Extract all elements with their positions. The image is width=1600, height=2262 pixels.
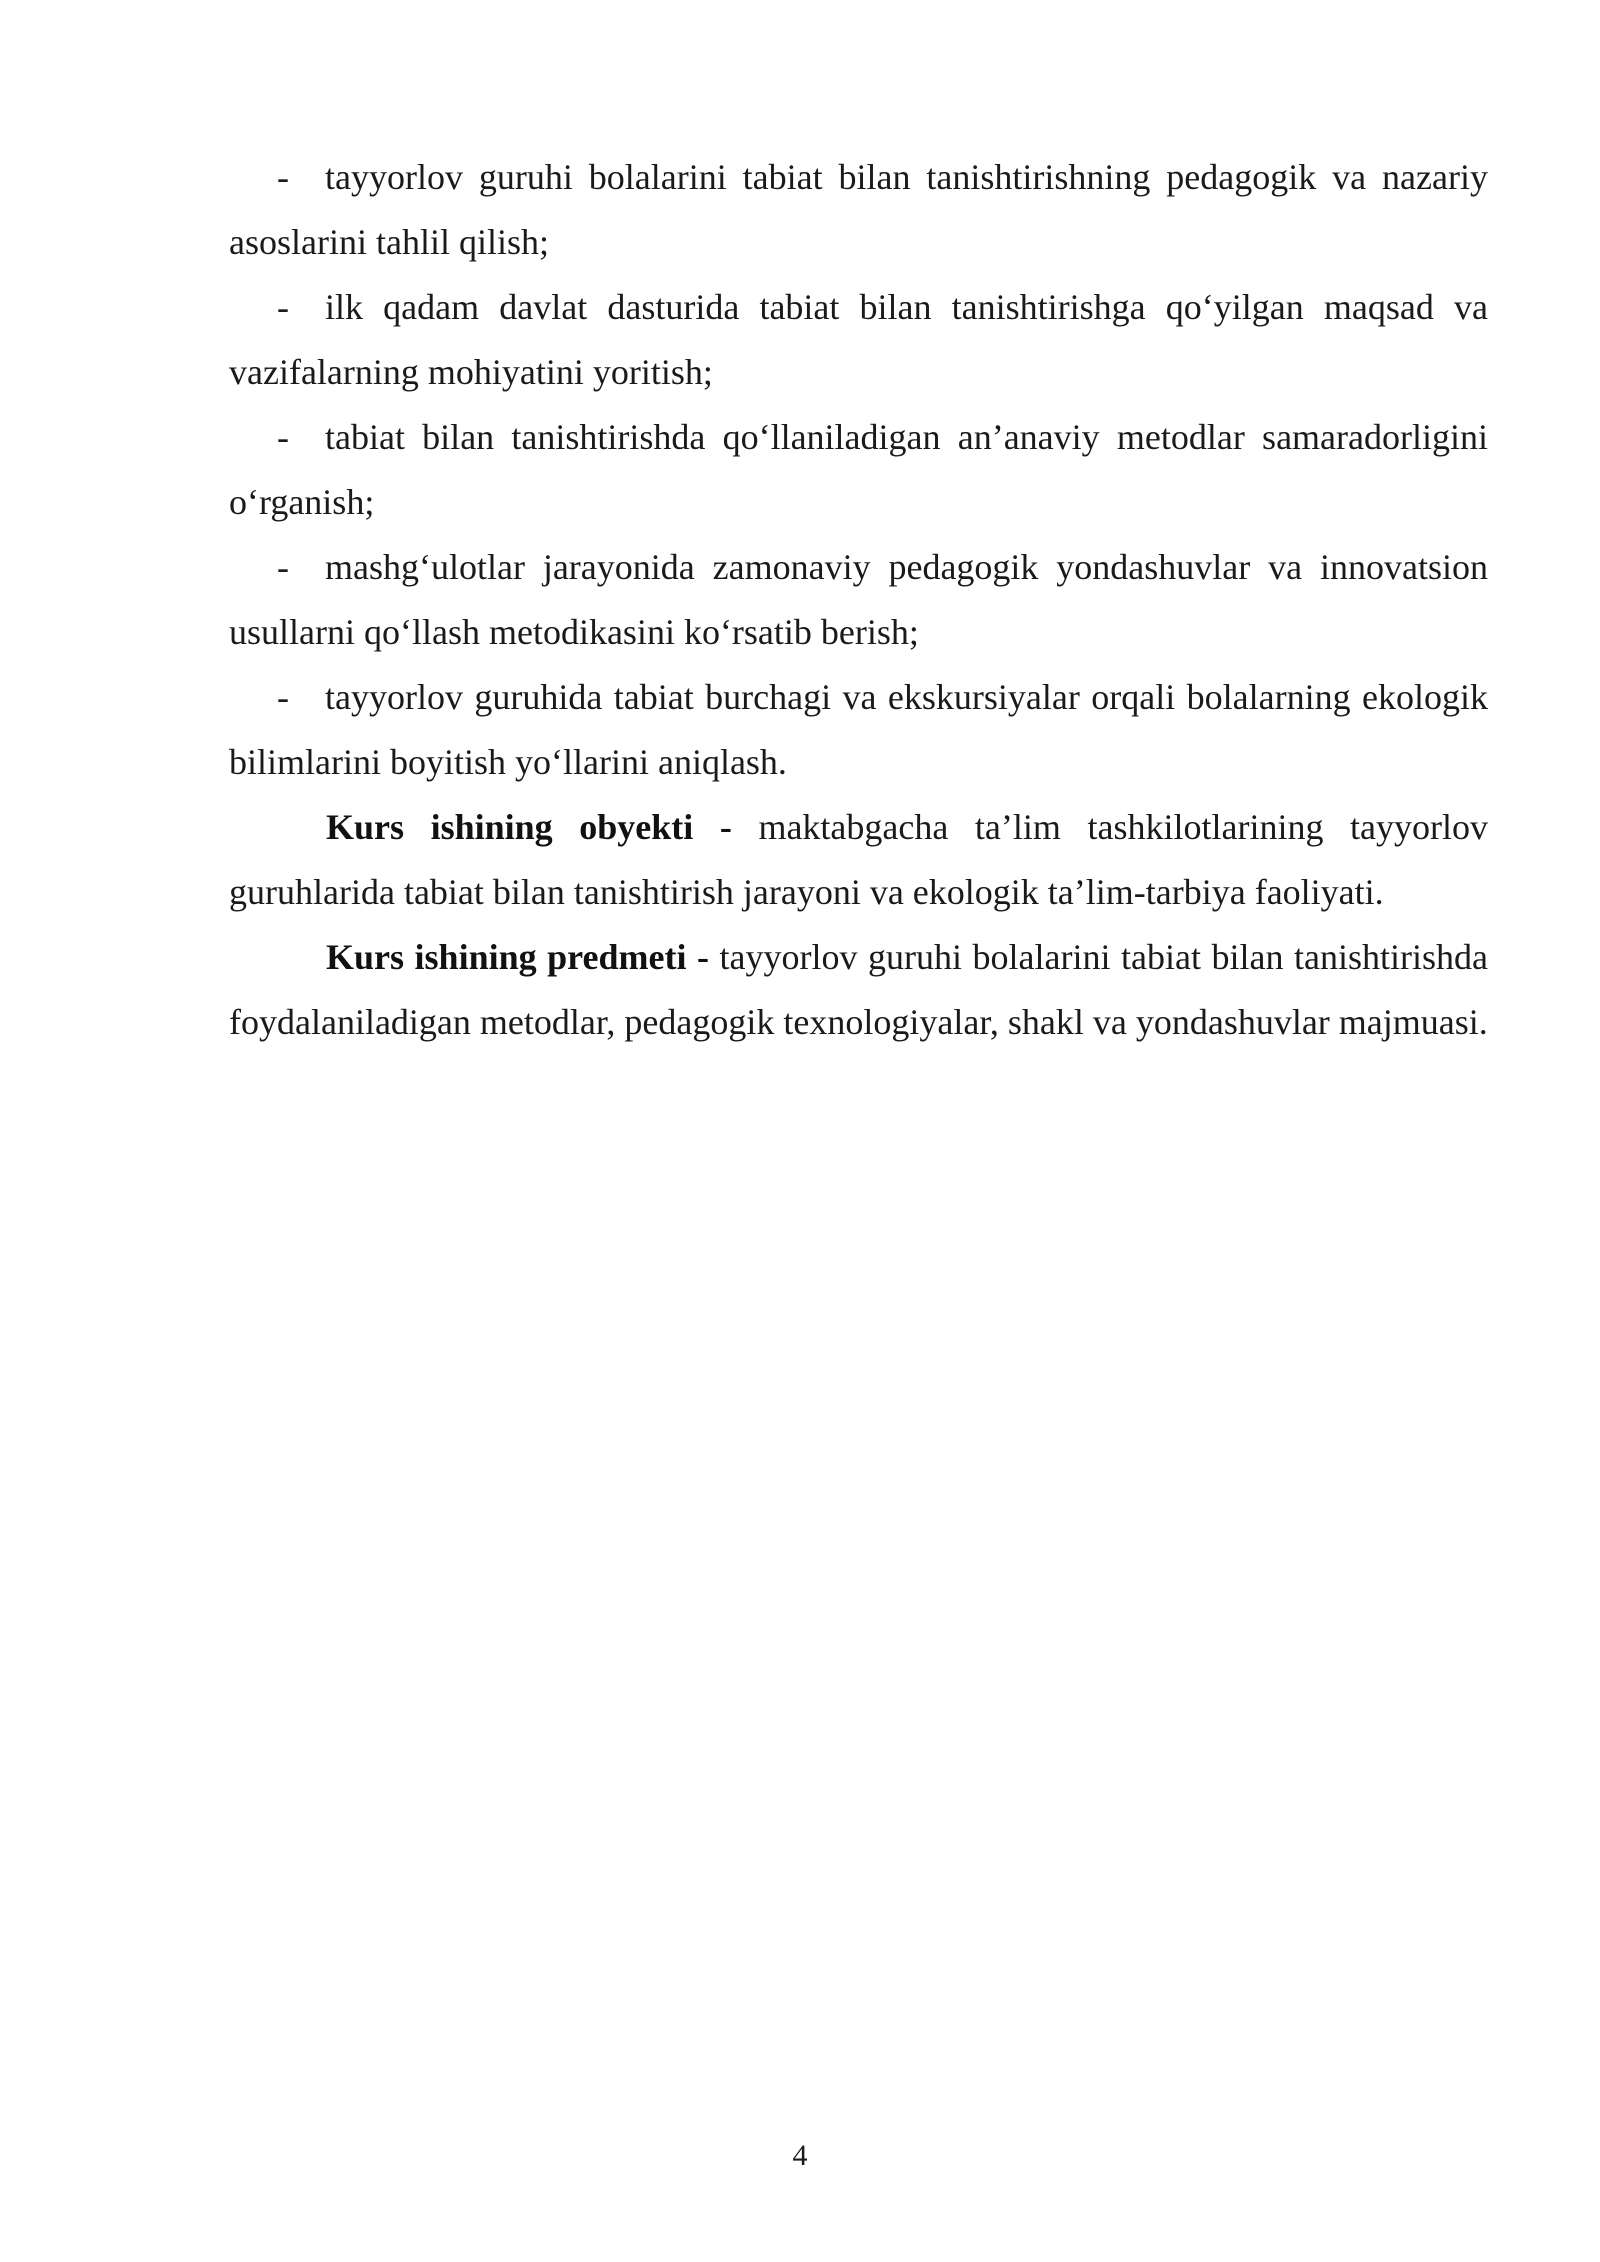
- list-item-2: [229, 275, 1488, 405]
- list-item-4: [229, 535, 1488, 665]
- object-label: Kurs ishining obyekti -: [326, 807, 732, 847]
- list-item-text: tabiat bilan tanishtirishda qo‘llaniladigan an’anaviy metodlar samaradorligini o‘rganish;: [229, 417, 1488, 522]
- list-item-1: [229, 145, 1488, 275]
- list-marker: -: [277, 287, 289, 327]
- list-item-5: [229, 665, 1488, 795]
- list-marker: -: [277, 677, 289, 717]
- list-item-text: mashg‘ulotlar jarayonida zamonaviy pedagogik yondashuvlar va innovatsion usullarni qo‘llash metodikasini ko‘rsatib berish;: [229, 547, 1488, 652]
- list-marker: -: [277, 547, 289, 587]
- subject-paragraph: [229, 925, 1488, 1055]
- object-text: maktabgacha ta’lim tashkilotlarining tayyorlov guruhlarida tabiat bilan tanishtirish jarayoni va ekologik ta’lim-tarbiya faoliyati.: [229, 807, 1489, 912]
- list-item-3: [229, 405, 1488, 535]
- list-item-text: tayyorlov guruhida tabiat burchagi va ekskursiyalar orqali bolalarning ekologik bilimlarini boyitish yo‘llarini aniqlash.: [229, 677, 1488, 782]
- list-item-text: ilk qadam davlat dasturida tabiat bilan tanishtirishga qo‘yilgan maqsad va vazifalarning mohiyatini yoritish;: [229, 287, 1488, 392]
- subject-label: Kurs ishining predmeti -: [326, 937, 709, 977]
- list-item-text: tayyorlov guruhi bolalarini tabiat bilan tanishtirishning pedagogik va nazariy asoslarini tahlil qilish;: [229, 157, 1488, 262]
- object-paragraph: [229, 795, 1488, 925]
- page-body: [229, 145, 1488, 1055]
- page-number: 4: [792, 2139, 808, 2172]
- list-marker: -: [277, 157, 289, 197]
- list-marker: -: [277, 417, 289, 457]
- subject-text: tayyorlov guruhi bolalarini tabiat bilan tanishtirishda foydalaniladigan metodlar, pedagogik texnologiyalar, shakl va yondashuvlar majmuasi.: [229, 937, 1488, 1042]
